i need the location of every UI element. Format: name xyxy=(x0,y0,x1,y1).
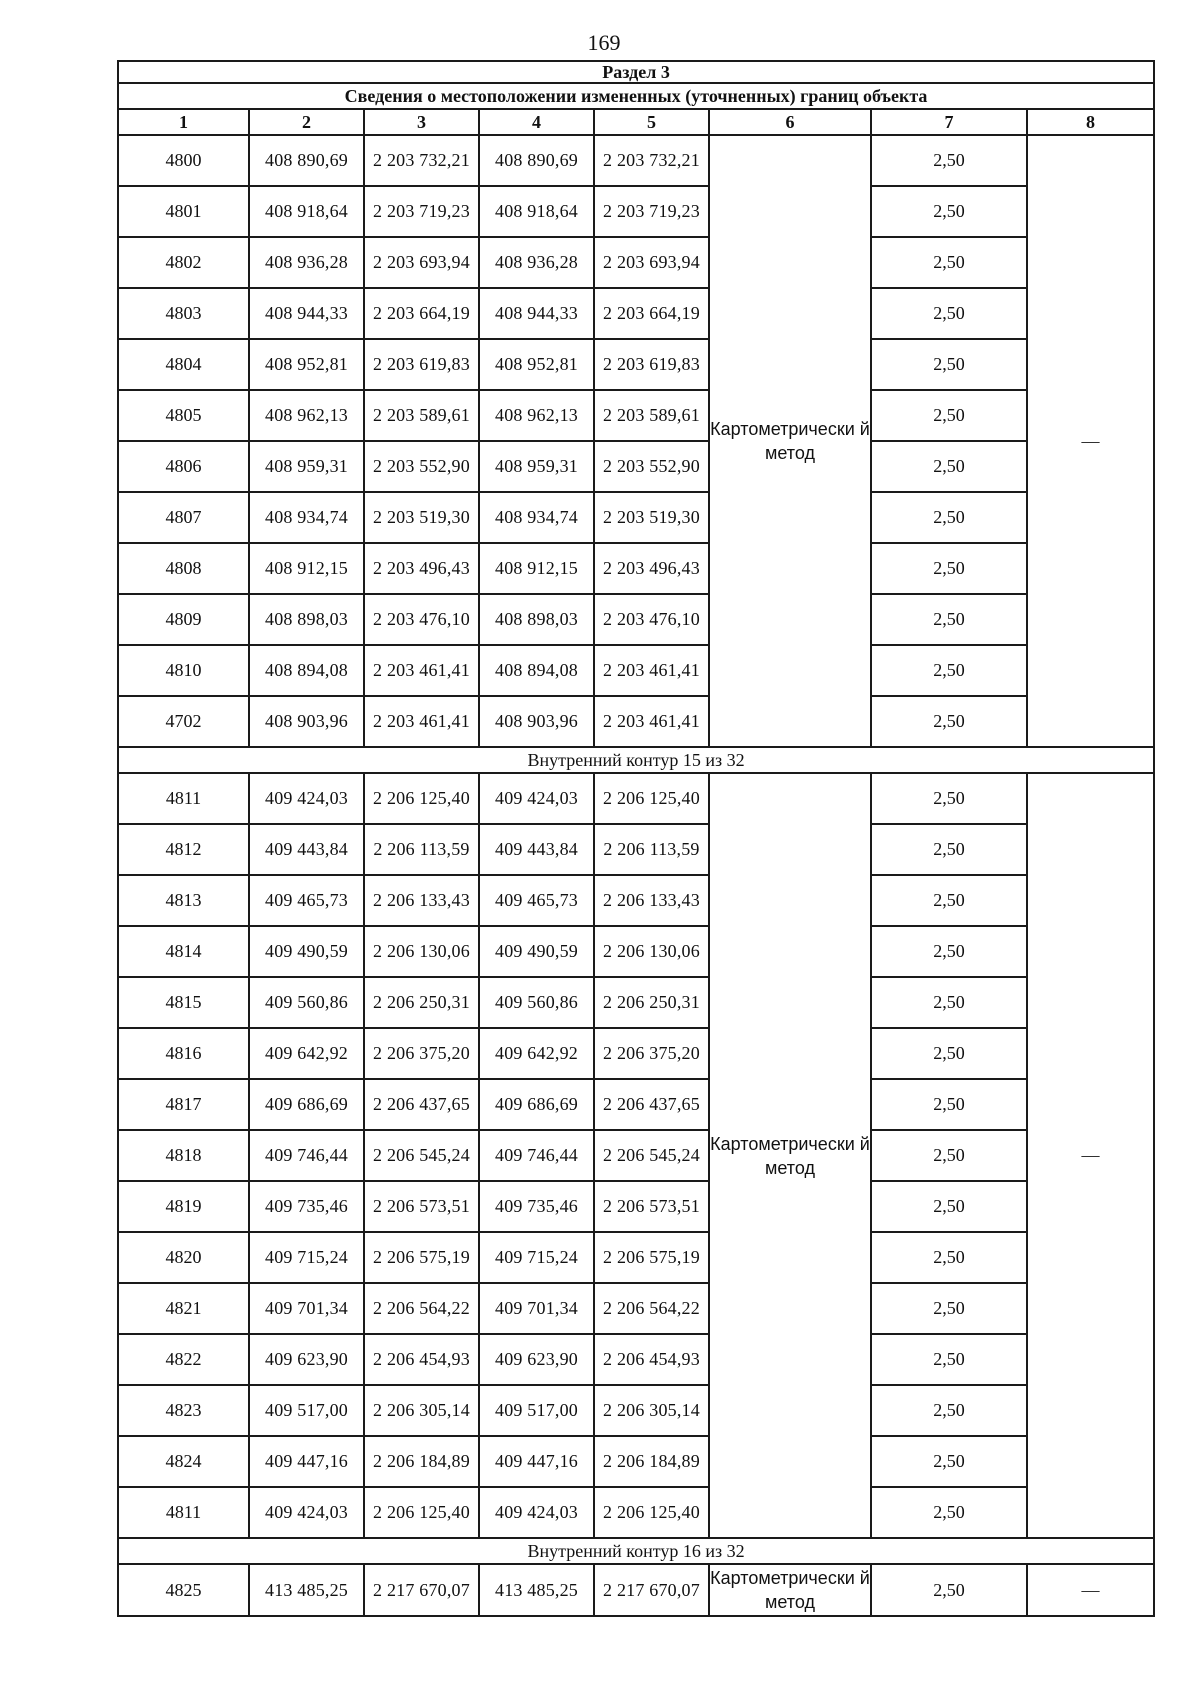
y-old-cell: 2 203 461,41 xyxy=(364,696,479,747)
point-number-cell: 4702 xyxy=(118,696,249,747)
section-title: Раздел 3 xyxy=(118,61,1154,83)
table-row xyxy=(118,1232,1154,1283)
accuracy-cell: 2,50 xyxy=(871,1334,1027,1385)
accuracy-cell: 2,50 xyxy=(871,696,1027,747)
y-old-cell: 2 206 454,93 xyxy=(364,1334,479,1385)
accuracy-cell: 2,50 xyxy=(871,645,1027,696)
point-number-cell: 4814 xyxy=(118,926,249,977)
accuracy-cell: 2,50 xyxy=(871,926,1027,977)
table-row xyxy=(118,237,1154,288)
accuracy-cell: 2,50 xyxy=(871,824,1027,875)
x-old-cell: 409 560,86 xyxy=(249,977,364,1028)
y-new-cell: 2 206 130,06 xyxy=(594,926,709,977)
page-number: 169 xyxy=(587,30,621,55)
y-new-cell: 2 206 575,19 xyxy=(594,1232,709,1283)
column-header: 2 xyxy=(249,109,364,135)
table-caption: Сведения о местоположении измененных (уточненных) границ объекта xyxy=(118,83,1154,109)
column-header: 4 xyxy=(479,109,594,135)
x-old-cell: 409 642,92 xyxy=(249,1028,364,1079)
y-old-cell: 2 206 130,06 xyxy=(364,926,479,977)
table-row xyxy=(118,135,1154,186)
table-row xyxy=(118,645,1154,696)
y-new-cell: 2 206 305,14 xyxy=(594,1385,709,1436)
y-old-cell: 2 203 589,61 xyxy=(364,390,479,441)
y-new-cell: 2 203 519,30 xyxy=(594,492,709,543)
table-body xyxy=(118,61,1154,1616)
method-cell: Картометрически й метод xyxy=(709,773,871,1538)
x-old-cell: 409 447,16 xyxy=(249,1436,364,1487)
x-old-cell: 409 443,84 xyxy=(249,824,364,875)
x-old-cell: 408 898,03 xyxy=(249,594,364,645)
y-new-cell: 2 206 545,24 xyxy=(594,1130,709,1181)
x-old-cell: 409 517,00 xyxy=(249,1385,364,1436)
x-old-cell: 409 746,44 xyxy=(249,1130,364,1181)
y-new-cell: 2 206 125,40 xyxy=(594,773,709,824)
note-cell: — xyxy=(1027,1564,1154,1616)
accuracy-cell: 2,50 xyxy=(871,594,1027,645)
y-new-cell: 2 203 664,19 xyxy=(594,288,709,339)
point-number-cell: 4806 xyxy=(118,441,249,492)
x-old-cell: 409 490,59 xyxy=(249,926,364,977)
x-new-cell: 408 944,33 xyxy=(479,288,594,339)
y-new-cell: 2 206 125,40 xyxy=(594,1487,709,1538)
x-old-cell: 409 701,34 xyxy=(249,1283,364,1334)
point-number-cell: 4816 xyxy=(118,1028,249,1079)
x-new-cell: 409 686,69 xyxy=(479,1079,594,1130)
accuracy-cell: 2,50 xyxy=(871,1564,1027,1616)
y-new-cell: 2 203 589,61 xyxy=(594,390,709,441)
y-new-cell: 2 203 732,21 xyxy=(594,135,709,186)
table-row xyxy=(118,441,1154,492)
x-old-cell: 409 686,69 xyxy=(249,1079,364,1130)
point-number-cell: 4822 xyxy=(118,1334,249,1385)
x-new-cell: 408 898,03 xyxy=(479,594,594,645)
table-row xyxy=(118,390,1154,441)
point-number-cell: 4802 xyxy=(118,237,249,288)
point-number-cell: 4815 xyxy=(118,977,249,1028)
x-new-cell: 409 443,84 xyxy=(479,824,594,875)
point-number-cell: 4812 xyxy=(118,824,249,875)
x-old-cell: 408 934,74 xyxy=(249,492,364,543)
contour-label-row xyxy=(118,747,1154,773)
table-row xyxy=(118,1181,1154,1232)
y-old-cell: 2 206 564,22 xyxy=(364,1283,479,1334)
point-number-cell: 4813 xyxy=(118,875,249,926)
contour-label-row xyxy=(118,1538,1154,1564)
x-new-cell: 408 936,28 xyxy=(479,237,594,288)
x-old-cell: 408 959,31 xyxy=(249,441,364,492)
accuracy-cell: 2,50 xyxy=(871,1130,1027,1181)
y-old-cell: 2 206 250,31 xyxy=(364,977,479,1028)
point-number-cell: 4825 xyxy=(118,1564,249,1616)
x-old-cell: 409 424,03 xyxy=(249,1487,364,1538)
y-new-cell: 2 206 564,22 xyxy=(594,1283,709,1334)
x-new-cell: 409 701,34 xyxy=(479,1283,594,1334)
x-new-cell: 408 959,31 xyxy=(479,441,594,492)
y-old-cell: 2 206 575,19 xyxy=(364,1232,479,1283)
table-row xyxy=(118,1487,1154,1538)
accuracy-cell: 2,50 xyxy=(871,1232,1027,1283)
table-row xyxy=(118,1079,1154,1130)
x-new-cell: 409 517,00 xyxy=(479,1385,594,1436)
point-number-cell: 4821 xyxy=(118,1283,249,1334)
x-old-cell: 409 735,46 xyxy=(249,1181,364,1232)
x-old-cell: 408 952,81 xyxy=(249,339,364,390)
table-row xyxy=(118,186,1154,237)
x-old-cell: 408 903,96 xyxy=(249,696,364,747)
table-row xyxy=(118,773,1154,824)
y-new-cell: 2 203 719,23 xyxy=(594,186,709,237)
table-row xyxy=(118,1334,1154,1385)
y-old-cell: 2 206 375,20 xyxy=(364,1028,479,1079)
y-new-cell: 2 206 454,93 xyxy=(594,1334,709,1385)
y-old-cell: 2 203 619,83 xyxy=(364,339,479,390)
y-new-cell: 2 206 184,89 xyxy=(594,1436,709,1487)
table-row xyxy=(118,1385,1154,1436)
point-number-cell: 4817 xyxy=(118,1079,249,1130)
y-new-cell: 2 206 573,51 xyxy=(594,1181,709,1232)
section-title-row xyxy=(118,61,1154,83)
contour-label: Внутренний контур 15 из 32 xyxy=(118,747,1154,773)
x-new-cell: 409 746,44 xyxy=(479,1130,594,1181)
point-number-cell: 4803 xyxy=(118,288,249,339)
x-new-cell: 409 465,73 xyxy=(479,875,594,926)
point-number-cell: 4811 xyxy=(118,1487,249,1538)
x-old-cell: 408 894,08 xyxy=(249,645,364,696)
x-old-cell: 408 890,69 xyxy=(249,135,364,186)
accuracy-cell: 2,50 xyxy=(871,186,1027,237)
x-new-cell: 413 485,25 xyxy=(479,1564,594,1616)
table-row xyxy=(118,339,1154,390)
y-new-cell: 2 203 693,94 xyxy=(594,237,709,288)
x-old-cell: 408 962,13 xyxy=(249,390,364,441)
x-new-cell: 408 952,81 xyxy=(479,339,594,390)
x-new-cell: 409 424,03 xyxy=(479,1487,594,1538)
x-old-cell: 409 623,90 xyxy=(249,1334,364,1385)
y-new-cell: 2 217 670,07 xyxy=(594,1564,709,1616)
y-new-cell: 2 206 133,43 xyxy=(594,875,709,926)
point-number-cell: 4811 xyxy=(118,773,249,824)
column-header: 1 xyxy=(118,109,249,135)
accuracy-cell: 2,50 xyxy=(871,441,1027,492)
y-old-cell: 2 206 184,89 xyxy=(364,1436,479,1487)
y-new-cell: 2 206 375,20 xyxy=(594,1028,709,1079)
table-row xyxy=(118,1436,1154,1487)
y-old-cell: 2 203 476,10 xyxy=(364,594,479,645)
accuracy-cell: 2,50 xyxy=(871,543,1027,594)
column-header: 6 xyxy=(709,109,871,135)
accuracy-cell: 2,50 xyxy=(871,1385,1027,1436)
x-new-cell: 408 918,64 xyxy=(479,186,594,237)
table-row xyxy=(118,1564,1154,1616)
x-old-cell: 409 465,73 xyxy=(249,875,364,926)
y-new-cell: 2 203 461,41 xyxy=(594,696,709,747)
accuracy-cell: 2,50 xyxy=(871,1283,1027,1334)
y-new-cell: 2 206 437,65 xyxy=(594,1079,709,1130)
y-old-cell: 2 217 670,07 xyxy=(364,1564,479,1616)
note-cell: — xyxy=(1027,773,1154,1538)
y-old-cell: 2 206 545,24 xyxy=(364,1130,479,1181)
x-new-cell: 409 642,92 xyxy=(479,1028,594,1079)
x-new-cell: 409 735,46 xyxy=(479,1181,594,1232)
y-old-cell: 2 206 133,43 xyxy=(364,875,479,926)
y-old-cell: 2 206 125,40 xyxy=(364,1487,479,1538)
x-old-cell: 408 912,15 xyxy=(249,543,364,594)
x-new-cell: 408 912,15 xyxy=(479,543,594,594)
accuracy-cell: 2,50 xyxy=(871,390,1027,441)
x-old-cell: 413 485,25 xyxy=(249,1564,364,1616)
y-new-cell: 2 206 250,31 xyxy=(594,977,709,1028)
y-old-cell: 2 203 496,43 xyxy=(364,543,479,594)
table-row xyxy=(118,594,1154,645)
point-number-cell: 4801 xyxy=(118,186,249,237)
table-row xyxy=(118,1130,1154,1181)
y-old-cell: 2 203 719,23 xyxy=(364,186,479,237)
point-number-cell: 4810 xyxy=(118,645,249,696)
column-header: 7 xyxy=(871,109,1027,135)
y-new-cell: 2 203 619,83 xyxy=(594,339,709,390)
point-number-cell: 4820 xyxy=(118,1232,249,1283)
y-old-cell: 2 206 113,59 xyxy=(364,824,479,875)
accuracy-cell: 2,50 xyxy=(871,339,1027,390)
accuracy-cell: 2,50 xyxy=(871,1436,1027,1487)
table-row xyxy=(118,492,1154,543)
accuracy-cell: 2,50 xyxy=(871,773,1027,824)
table-row xyxy=(118,977,1154,1028)
accuracy-cell: 2,50 xyxy=(871,1181,1027,1232)
y-old-cell: 2 203 461,41 xyxy=(364,645,479,696)
accuracy-cell: 2,50 xyxy=(871,492,1027,543)
x-old-cell: 409 424,03 xyxy=(249,773,364,824)
table-row xyxy=(118,824,1154,875)
point-number-cell: 4819 xyxy=(118,1181,249,1232)
table-row xyxy=(118,875,1154,926)
x-new-cell: 409 560,86 xyxy=(479,977,594,1028)
accuracy-cell: 2,50 xyxy=(871,1079,1027,1130)
table-row xyxy=(118,926,1154,977)
x-new-cell: 409 447,16 xyxy=(479,1436,594,1487)
x-new-cell: 408 903,96 xyxy=(479,696,594,747)
x-old-cell: 408 918,64 xyxy=(249,186,364,237)
accuracy-cell: 2,50 xyxy=(871,977,1027,1028)
y-new-cell: 2 203 552,90 xyxy=(594,441,709,492)
x-new-cell: 408 934,74 xyxy=(479,492,594,543)
point-number-cell: 4823 xyxy=(118,1385,249,1436)
point-number-cell: 4807 xyxy=(118,492,249,543)
contour-label: Внутренний контур 16 из 32 xyxy=(118,1538,1154,1564)
column-header-row xyxy=(118,109,1154,135)
method-cell: Картометрически й метод xyxy=(709,1564,871,1616)
point-number-cell: 4809 xyxy=(118,594,249,645)
x-old-cell: 408 936,28 xyxy=(249,237,364,288)
table-row xyxy=(118,543,1154,594)
x-new-cell: 409 623,90 xyxy=(479,1334,594,1385)
x-old-cell: 409 715,24 xyxy=(249,1232,364,1283)
y-old-cell: 2 203 552,90 xyxy=(364,441,479,492)
y-old-cell: 2 206 437,65 xyxy=(364,1079,479,1130)
accuracy-cell: 2,50 xyxy=(871,135,1027,186)
x-new-cell: 409 490,59 xyxy=(479,926,594,977)
point-number-cell: 4818 xyxy=(118,1130,249,1181)
accuracy-cell: 2,50 xyxy=(871,288,1027,339)
y-old-cell: 2 206 125,40 xyxy=(364,773,479,824)
column-header: 3 xyxy=(364,109,479,135)
y-old-cell: 2 203 693,94 xyxy=(364,237,479,288)
point-number-cell: 4804 xyxy=(118,339,249,390)
y-new-cell: 2 206 113,59 xyxy=(594,824,709,875)
table-row xyxy=(118,288,1154,339)
y-old-cell: 2 203 519,30 xyxy=(364,492,479,543)
boundary-coordinates-table xyxy=(117,60,1155,1617)
table-row xyxy=(118,1283,1154,1334)
y-new-cell: 2 203 496,43 xyxy=(594,543,709,594)
y-old-cell: 2 203 732,21 xyxy=(364,135,479,186)
column-header: 8 xyxy=(1027,109,1154,135)
x-new-cell: 409 715,24 xyxy=(479,1232,594,1283)
table-caption-row xyxy=(118,83,1154,109)
point-number-cell: 4824 xyxy=(118,1436,249,1487)
y-old-cell: 2 203 664,19 xyxy=(364,288,479,339)
y-new-cell: 2 203 476,10 xyxy=(594,594,709,645)
accuracy-cell: 2,50 xyxy=(871,875,1027,926)
x-old-cell: 408 944,33 xyxy=(249,288,364,339)
x-new-cell: 409 424,03 xyxy=(479,773,594,824)
accuracy-cell: 2,50 xyxy=(871,237,1027,288)
y-old-cell: 2 206 573,51 xyxy=(364,1181,479,1232)
point-number-cell: 4805 xyxy=(118,390,249,441)
x-new-cell: 408 962,13 xyxy=(479,390,594,441)
table-row xyxy=(118,696,1154,747)
note-cell: — xyxy=(1027,135,1154,747)
x-new-cell: 408 894,08 xyxy=(479,645,594,696)
point-number-cell: 4800 xyxy=(118,135,249,186)
point-number-cell: 4808 xyxy=(118,543,249,594)
method-cell: Картометрически й метод xyxy=(709,135,871,747)
accuracy-cell: 2,50 xyxy=(871,1028,1027,1079)
x-new-cell: 408 890,69 xyxy=(479,135,594,186)
table-row xyxy=(118,1028,1154,1079)
column-header: 5 xyxy=(594,109,709,135)
y-new-cell: 2 203 461,41 xyxy=(594,645,709,696)
y-old-cell: 2 206 305,14 xyxy=(364,1385,479,1436)
accuracy-cell: 2,50 xyxy=(871,1487,1027,1538)
